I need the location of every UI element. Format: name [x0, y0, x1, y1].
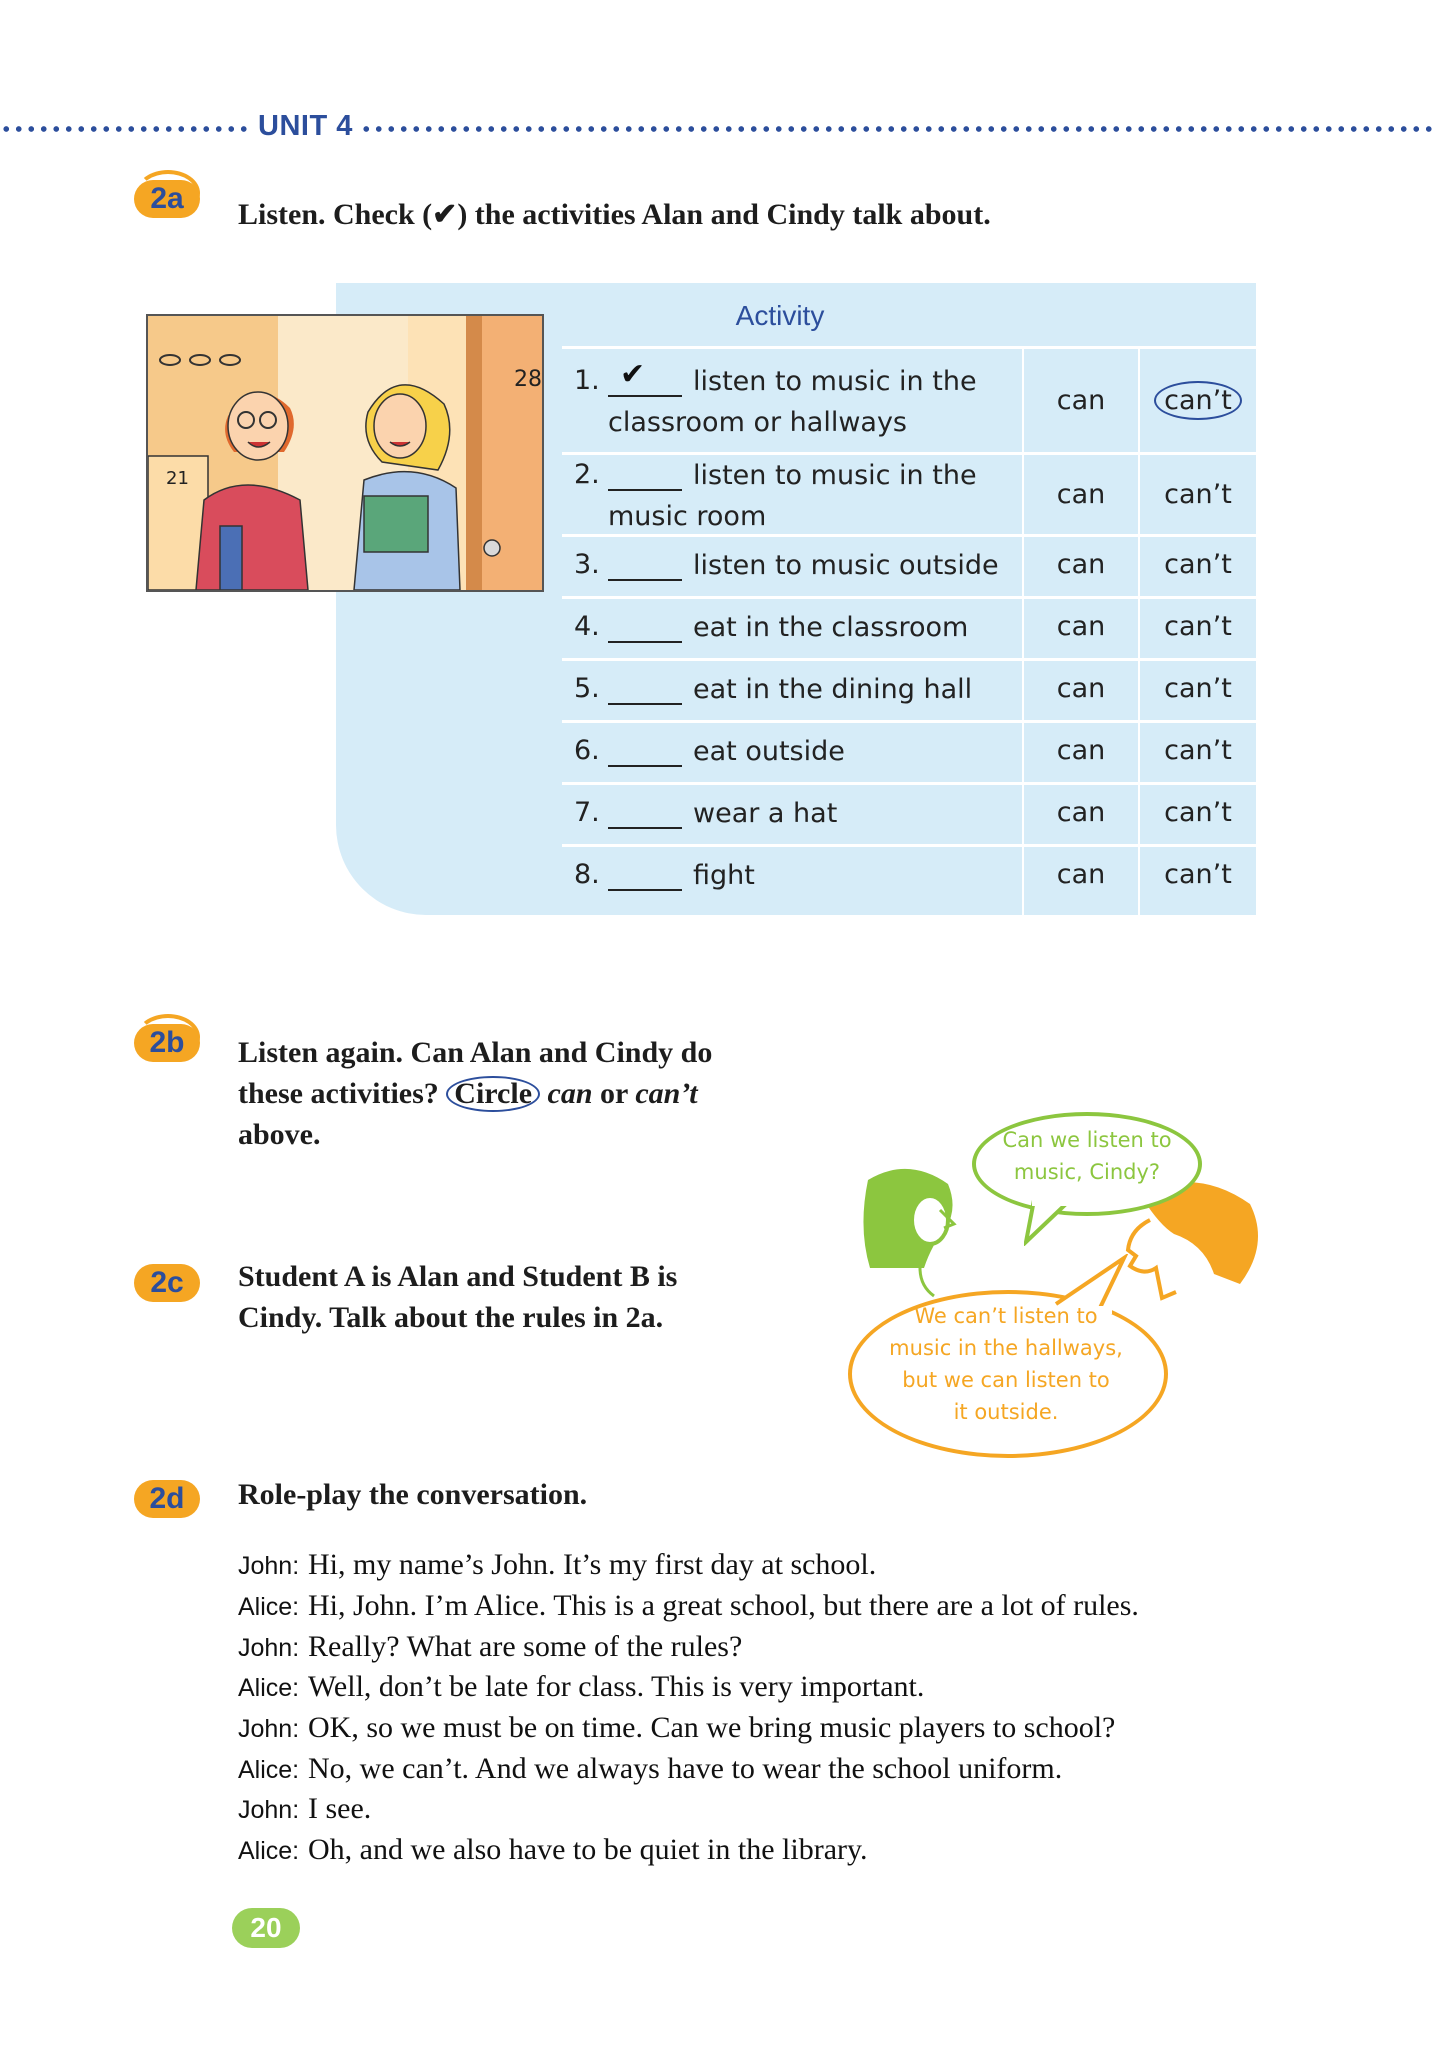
activity-line1: eat in the dining hall	[693, 674, 973, 705]
option-cant[interactable]: can’t	[1164, 735, 1232, 766]
check-icon: ✔	[432, 198, 458, 231]
bubble-orange-line4: it outside.	[953, 1400, 1059, 1424]
activity-text	[608, 545, 1018, 586]
badge-2a-label: 2a	[150, 182, 184, 215]
word-or: or	[600, 1077, 628, 1110]
badge-2c-label: 2c	[150, 1266, 184, 1299]
speaker-label: John:	[238, 1634, 300, 1662]
heading-2b-text: these activities?	[238, 1077, 439, 1110]
row-number: 6.	[574, 735, 600, 766]
table-row-3	[562, 534, 1256, 596]
option-cant-circled[interactable]	[1140, 385, 1256, 416]
speaker-label: John:	[238, 1552, 300, 1580]
activity-line1: listen to music in the	[693, 460, 977, 491]
option-can[interactable]: can	[1056, 859, 1106, 890]
option-cant[interactable]: can’t	[1164, 859, 1232, 890]
activity-line1: wear a hat	[693, 798, 838, 829]
page-number: 20	[232, 1908, 300, 1948]
activity-line1: listen to music outside	[693, 550, 999, 581]
activity-text	[608, 669, 1018, 710]
activity-text	[608, 855, 1018, 896]
table-row-5	[562, 658, 1256, 720]
illustration-svg	[148, 316, 542, 590]
speaker-label: Alice:	[238, 1674, 300, 1702]
activity-text	[608, 455, 1018, 537]
activity-line1: listen to music in the	[693, 366, 977, 397]
bubble-green-line1: Can we listen to	[1002, 1128, 1172, 1152]
table-row-4	[562, 596, 1256, 658]
table-row-1	[562, 346, 1256, 452]
speech-text: Oh, and we also have to be quiet in the library.	[308, 1833, 868, 1866]
speech-text: No, we can’t. And we always have to wear the school uniform.	[308, 1752, 1063, 1785]
activity-text	[608, 731, 1018, 772]
heading-2b-line1: Listen again. Can Alan and Cindy do	[238, 1036, 713, 1069]
bubble-orange-line2: music in the hallways,	[889, 1336, 1123, 1360]
option-can[interactable]: can	[1056, 479, 1106, 510]
badge-2d-label: 2d	[149, 1482, 185, 1515]
bubble-orange-text	[850, 1300, 1162, 1428]
option-cant-label: can’t	[1154, 381, 1242, 420]
row-number: 3.	[574, 549, 600, 580]
illustration-alan-cindy	[146, 314, 544, 592]
row-number: 7.	[574, 797, 600, 828]
speaker-label: Alice:	[238, 1593, 300, 1621]
word-can: can	[547, 1077, 593, 1110]
bubble-orange-line3: but we can listen to	[902, 1368, 1110, 1392]
heading-2c-line1: Student A is Alan and Student B is	[238, 1260, 678, 1293]
header-dots-right	[360, 126, 1434, 132]
door-number-21: 21	[166, 468, 189, 489]
activity-line1: eat outside	[693, 736, 845, 767]
speaker-label: John:	[238, 1715, 300, 1743]
door-number-28: 28	[514, 367, 542, 392]
circle-word: Circle	[446, 1076, 540, 1112]
option-can[interactable]: can	[1056, 385, 1106, 416]
row-number: 4.	[574, 611, 600, 642]
heading-2b	[238, 1032, 798, 1155]
table-row-2	[562, 452, 1256, 534]
bubble-green-line2: music, Cindy?	[1013, 1160, 1161, 1184]
heading-2c-line2: Cindy. Talk about the rules in 2a.	[238, 1301, 664, 1334]
row-number: 5.	[574, 673, 600, 704]
row-number: 2.	[574, 459, 600, 490]
speaker-label: Alice:	[238, 1837, 300, 1865]
badge-2c	[134, 1254, 206, 1306]
activity-line2: classroom or hallways	[608, 407, 907, 438]
badge-2b	[134, 1014, 206, 1066]
option-cant[interactable]: can’t	[1164, 549, 1232, 580]
option-can[interactable]: can	[1056, 797, 1106, 828]
unit-label: UNIT 4	[258, 110, 353, 142]
activity-text	[608, 361, 1018, 443]
option-can[interactable]: can	[1056, 673, 1106, 704]
table-header-activity: Activity	[735, 300, 825, 331]
option-cant[interactable]: can’t	[1164, 673, 1232, 704]
checkmark-icon: ✔	[620, 357, 646, 392]
speaker-label: Alice:	[238, 1756, 300, 1784]
row-number: 1.	[574, 365, 600, 396]
option-can[interactable]: can	[1056, 735, 1106, 766]
heading-2a	[238, 194, 991, 235]
table-row-6	[562, 720, 1256, 782]
option-can[interactable]: can	[1056, 611, 1106, 642]
option-cant[interactable]: can’t	[1164, 797, 1232, 828]
heading-2a-text-a: Listen. Check (	[238, 198, 433, 231]
speech-text: Really? What are some of the rules?	[308, 1630, 743, 1663]
word-cant: can’t	[635, 1077, 698, 1110]
speaker-label: John:	[238, 1796, 300, 1824]
activity-line2: music room	[608, 501, 767, 532]
speech-text: Hi, John. I’m Alice. This is a great school, but there are a lot of rules.	[308, 1589, 1139, 1622]
heading-2b-line3: above.	[238, 1118, 321, 1151]
table-row-7	[562, 782, 1256, 844]
speech-text: OK, so we must be on time. Can we bring music players to school?	[308, 1711, 1116, 1744]
option-cant[interactable]: can’t	[1164, 479, 1232, 510]
activity-line1: eat in the classroom	[693, 612, 969, 643]
table-row-8	[562, 844, 1256, 915]
speech-text: Hi, my name’s John. It’s my first day at school.	[308, 1548, 877, 1581]
option-can[interactable]: can	[1056, 549, 1106, 580]
badge-2d	[134, 1470, 206, 1522]
row-number: 8.	[574, 859, 600, 890]
activity-line1: fight	[693, 860, 755, 891]
bubble-orange-line1: We can’t listen to	[914, 1304, 1098, 1328]
heading-2a-text-b: ) the activities Alan and Cindy talk about.	[457, 198, 991, 231]
activity-text	[608, 793, 1018, 834]
heading-2c	[238, 1256, 798, 1338]
badge-2a	[134, 170, 206, 222]
header-dots-left	[0, 126, 252, 132]
activity-text	[608, 607, 1018, 648]
heading-2d: Role-play the conversation.	[238, 1478, 588, 1511]
speech-text: I see.	[308, 1792, 372, 1825]
heading-2b-line2	[238, 1073, 798, 1114]
bubble-green-tail	[1024, 1196, 1094, 1246]
option-cant[interactable]: can’t	[1164, 611, 1232, 642]
speech-text: Well, don’t be late for class. This is very important.	[308, 1670, 925, 1703]
bubble-green-text	[976, 1124, 1198, 1188]
badge-2b-label: 2b	[149, 1026, 185, 1059]
